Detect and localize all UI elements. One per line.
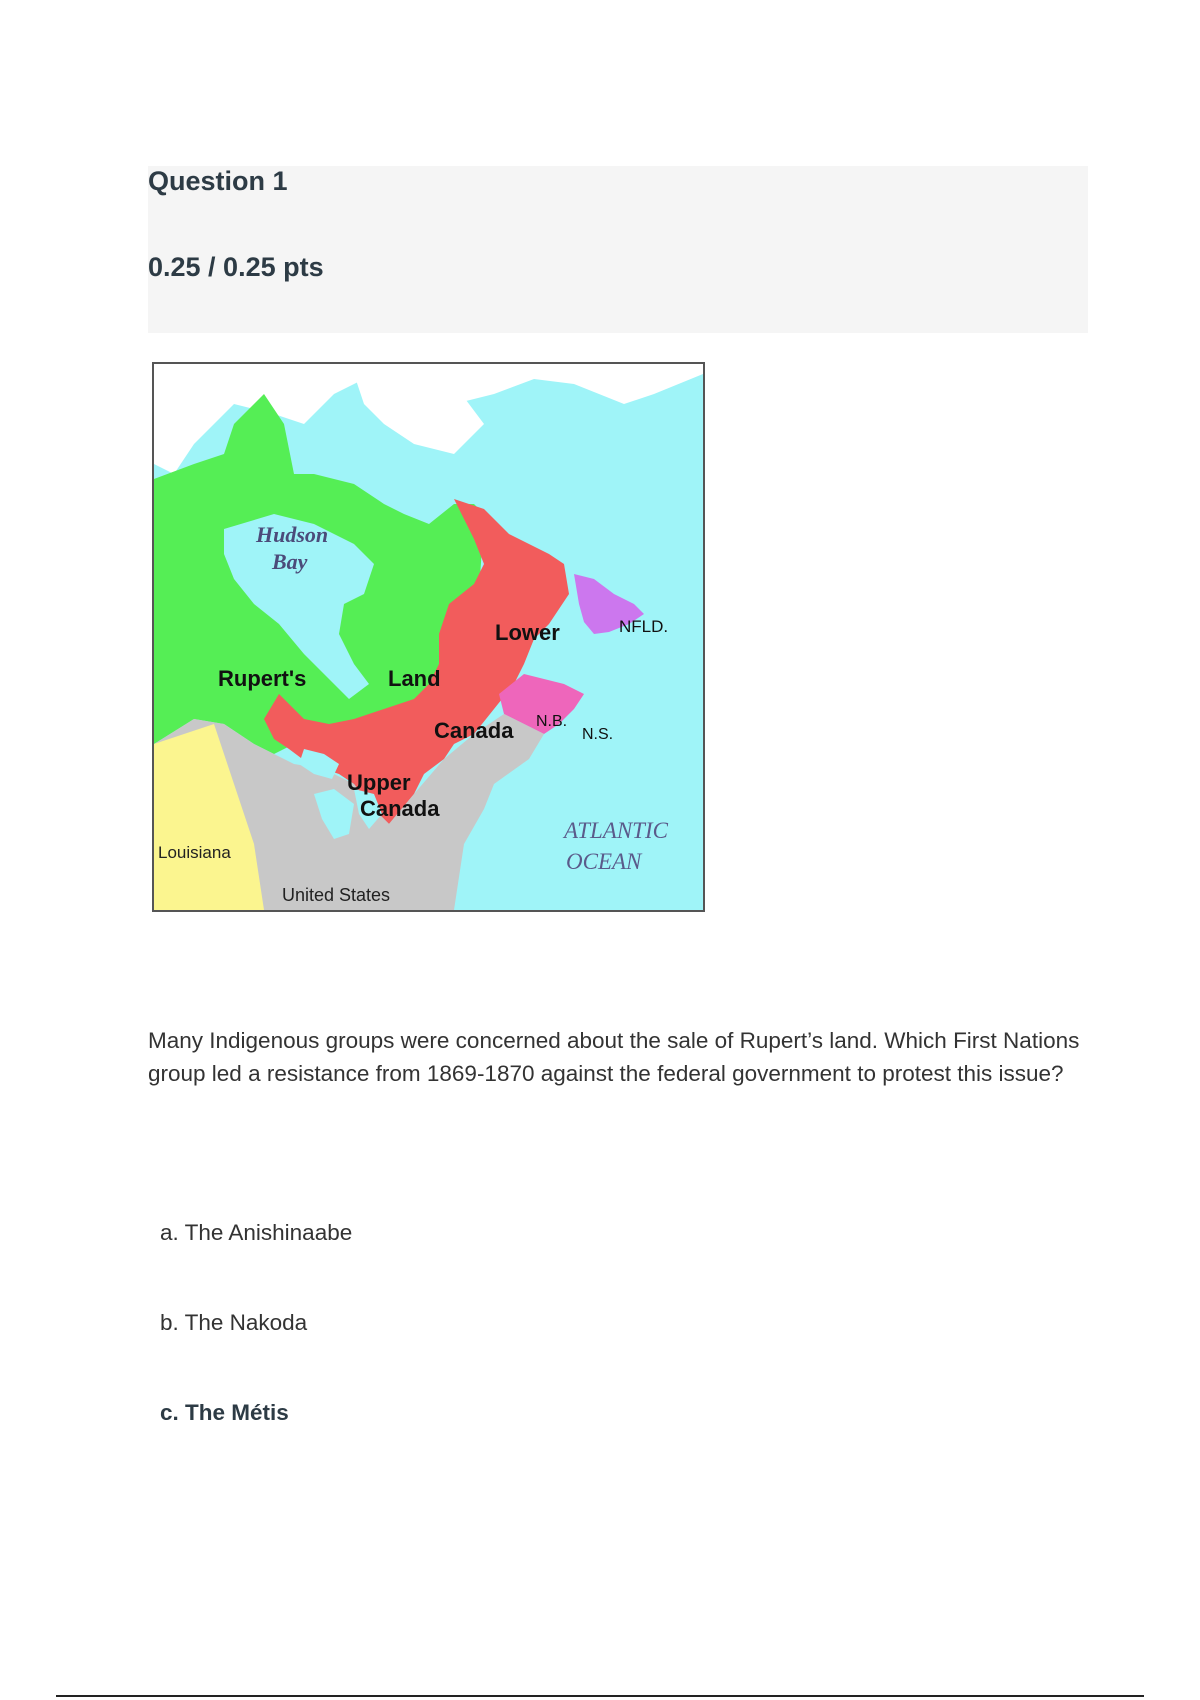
question-title: Question 1 xyxy=(148,166,288,196)
answer-option-c[interactable]: c. The Métis xyxy=(160,1400,289,1425)
map-label-ocean: OCEAN xyxy=(566,849,642,874)
map-label-ns: N.S. xyxy=(582,726,614,743)
map-label-bay: Bay xyxy=(272,549,308,574)
map-label-atlantic: ATLANTIC xyxy=(564,818,668,843)
map-label-canada-lower: Canada xyxy=(434,718,514,743)
map-label-lower: Lower xyxy=(495,620,560,645)
page-divider xyxy=(56,1695,1144,1697)
answer-option-b[interactable]: b. The Nakoda xyxy=(160,1310,308,1335)
map-image xyxy=(152,362,705,912)
map-label-upper: Upper xyxy=(347,770,411,795)
map-label-nfld: NFLD. xyxy=(619,617,669,636)
question-points: 0.25 / 0.25 pts xyxy=(148,252,324,282)
question-header xyxy=(148,166,1088,333)
question-text: Many Indigenous groups were concerned about the sale of Rupert’s land. Which First Nations group led a resistance from 1869-1870 against the federal government to protest this issue? xyxy=(148,1028,1080,1086)
map-label-nb: N.B. xyxy=(536,713,568,730)
map-label-hudson: Hudson xyxy=(256,522,329,547)
map-label-ruperts: Rupert's xyxy=(218,666,307,691)
map-svg xyxy=(154,364,703,910)
answer-option-a[interactable]: a. The Anishinaabe xyxy=(160,1220,353,1245)
map-label-canada-upper: Canada xyxy=(360,796,440,821)
map-label-louisiana: Louisiana xyxy=(158,843,231,862)
map-label-land: Land xyxy=(388,666,441,691)
map-label-united-states: United States xyxy=(282,885,391,905)
